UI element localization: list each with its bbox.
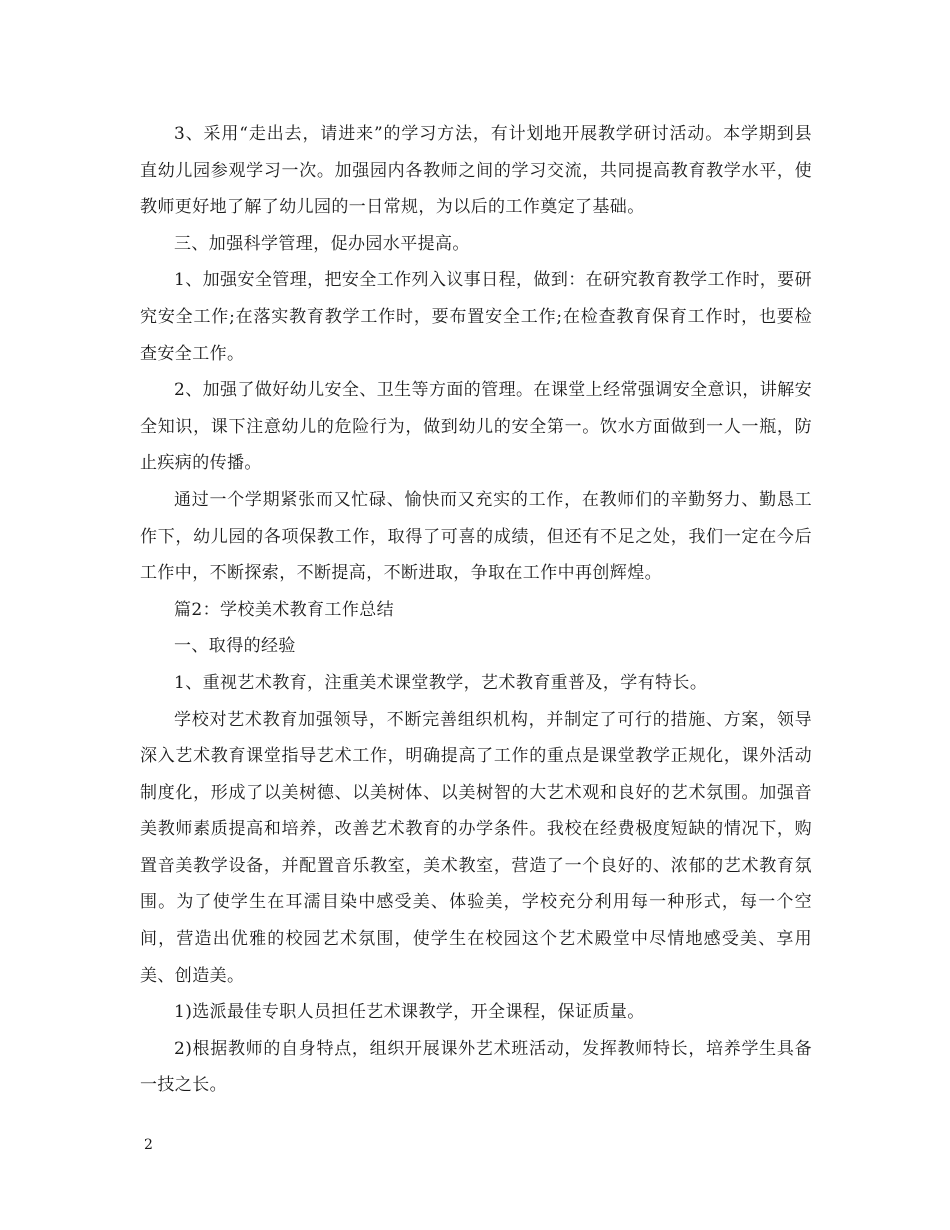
paragraph: 2)根据教师的自身特点，组织开展课外艺术班活动，发挥教师特长，培养学生具备一技之长。 bbox=[140, 1038, 812, 1096]
paragraph: 通过一个学期紧张而又忙碌、愉快而又充实的工作，在教师们的辛勤努力、勤恳工作下，幼儿园的各项保教工作，取得了可喜的成绩，但还有不足之处，我们一定在今后工作中，不断探索，不断提高，不断进取，争取在工作中再创辉煌。 bbox=[140, 489, 812, 584]
paragraph: 学校对艺术教育加强领导，不断完善组织机构，并制定了可行的措施、方案，领导深入艺术教育课堂指导艺术工作，明确提高了工作的重点是课堂教学正规化，课外活动制度化，形成了以美树德、以美树体、以美树智的大艺术观和良好的艺术氛围。加强音美教师素质提高和培养，改善艺术教育的办学条件。我校在经费极度短缺的情况下，购置音美教学设备，并配置音乐教室，美术教室，营造了一个良好的、浓郁的艺术教育氛围。为了使学生在耳濡目染中感受美、体验美，学校充分利用每一种形式，每一个空间，营造出优雅的校园艺术氛围，使学生在校园这个艺术殿堂中尽情地感受美、享用美、创造美。 bbox=[140, 709, 812, 986]
section-heading: 一、取得的经验 bbox=[174, 636, 296, 657]
paragraph: 3、采用“走出去，请进来”的学习方法，有计划地开展教学研讨活动。本学期到县直幼儿园参观学习一次。加强园内各教师之间的学习交流，共同提高教育教学水平，使教师更好地了解了幼儿园的一日常规，为以后的工作奠定了基础。 bbox=[140, 124, 812, 218]
paragraph: 1、重视艺术教育，注重美术课堂教学，艺术教育重普及，学有特长。 bbox=[174, 672, 708, 693]
paragraph: 2、加强了做好幼儿安全、卫生等方面的管理。在课堂上经常强调安全意识，讲解安全知识，课下注意幼儿的危险行为，做到幼儿的安全第一。饮水方面做到一人一瓶，防止疾病的传播。 bbox=[140, 380, 812, 474]
paragraph: 1)选派最佳专职人员担任艺术课教学，开全课程，保证质量。 bbox=[174, 1002, 645, 1023]
section-heading: 三、加强科学管理，促办园水平提高。 bbox=[174, 233, 470, 254]
page-number: 2 bbox=[144, 1137, 153, 1153]
paragraph: 1、加强安全管理，把安全工作列入议事日程，做到：在研究教育教学工作时，要研究安全工作;在落实教育教学工作时，要布置安全工作;在检查教育保育工作时，也要检查安全工作。 bbox=[140, 270, 812, 364]
article-heading: 篇2：学校美术教育工作总结 bbox=[174, 599, 395, 620]
document-body bbox=[140, 116, 812, 1104]
